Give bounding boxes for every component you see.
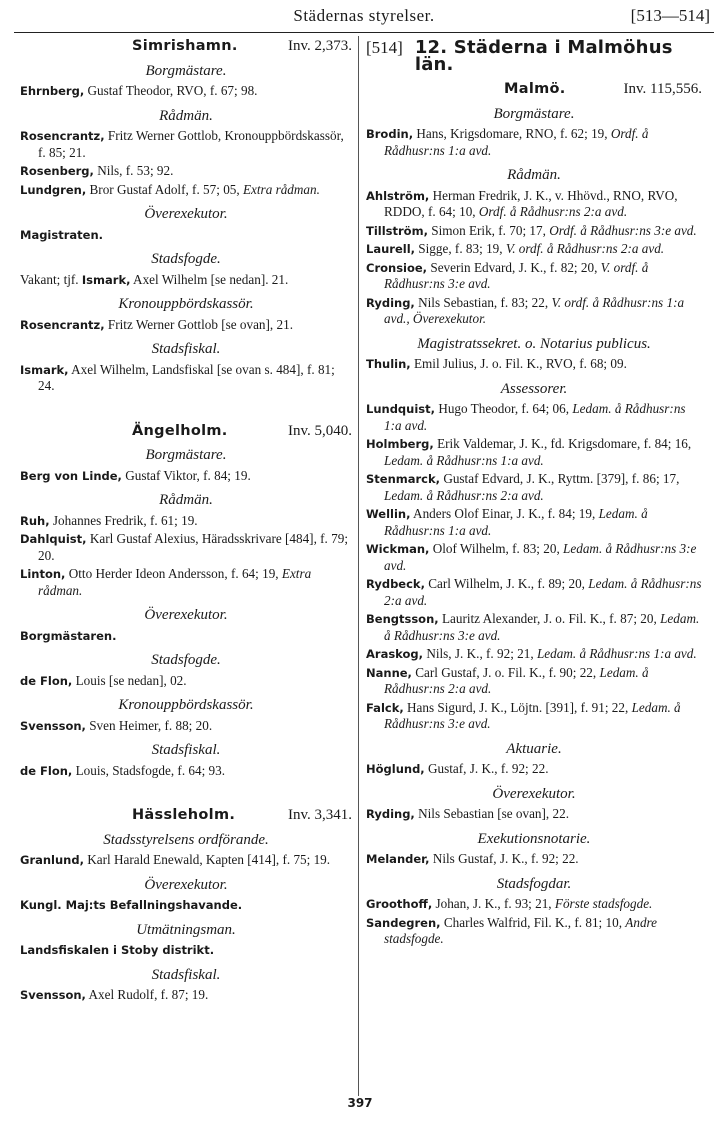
person-name: Thulin, [366,357,411,371]
person-duty: Ledam. å Rådhusr:ns 1:a avd. [384,452,544,468]
section-title: Rådmän. [159,492,213,508]
person-details: Gustaf, J. K., f. 92; 22. [427,761,549,776]
person-details: Fritz Werner Gottlob [se ovan], 21. [107,316,293,332]
person-details: Carl Wilhelm, J. K., f. 89; 20, [428,576,585,591]
person-entry [20,163,352,180]
person-name: Stenmarck, [366,472,441,486]
section-title: Aktuarie. [506,740,562,757]
person-details: Axel Wilhelm, Landsfiskal [se ovan s. 484], f. 81; 24. [38,361,335,393]
person-details: Charles Walfrid, Fil. K., f. 81; 10, [443,914,622,930]
person-entry [20,317,352,334]
person-duty: Ledam. å Rådhusr:ns 1:a avd. [536,646,697,661]
town-name: Malmö. [504,81,566,97]
person-duty: Ledam. å Rådhusr:ns 2:a avd. [384,576,702,608]
office-holder: Magistraten. [20,227,104,242]
person-duty: Ledam. å Rådhusr:ns 3:e avd. [384,699,681,731]
person-details: Nils Gustaf, J. K., f. 92; 22. [432,851,579,866]
person-details: Nils Sebastian, f. 83; 22, [418,294,549,310]
person-details: Simon Erik, f. 70; 17, [431,222,546,238]
running-title: Städernas styrelser. [293,6,435,25]
person-entry [366,611,702,644]
person-entry [366,223,702,240]
section-title: Magistratssekret. o. Notarius publicus. [417,335,651,352]
person-duty: Förste stadsfogde. [554,896,653,911]
chapter-title: 12. Städerna i Malmöhus län. [414,37,673,75]
person-name: Ryding, [366,295,415,310]
person-name: Linton, [20,567,66,581]
person-name: Höglund, [366,762,425,776]
section-title: Stadsfogde. [151,652,221,668]
person-name: Groothoff, [366,897,433,911]
chapter-page-ref: [514] [366,38,403,57]
person-duty: Ledam. å Rådhusr:ns 1:a avd. [384,506,648,538]
section-title: Stadsfiskal. [151,966,221,983]
person-entry [366,241,702,258]
person-entry [366,541,702,574]
person-entry [366,471,702,504]
person-entry [366,126,702,159]
person-entry [366,851,702,868]
person-name: Tillström, [366,223,428,238]
person-entry [20,513,352,530]
person-entry [20,673,352,690]
person-details: Nils Sebastian [se ovan], 22. [418,806,569,821]
person-duty: Ledam. å Rådhusr:ns 1:a avd. [384,401,686,433]
person-name: Wickman, [366,542,430,556]
person-details: Nils, J. K., f. 92; 21, [426,646,534,661]
person-entry [366,188,702,221]
person-entry [20,987,352,1004]
section-title: Stadsfogdar. [496,875,572,892]
town-inhabitants: Inv. 5,040. [287,422,352,439]
person-name: Rydbeck, [366,577,425,591]
person-entry [20,362,352,395]
person-details: Otto Herder Ideon Andersson, f. 64; 19, [68,566,279,581]
person-details: Herman Fredrik, J. K., v. Hhövd., RNO, RVO, RDDO, f. 64; 10, [384,187,678,219]
person-entry [366,896,702,913]
person-name: Holmberg, [366,437,434,451]
person-duty: Ordf. å Rådhusr:ns 3:e avd. [549,222,697,238]
person-entry [366,915,702,948]
section-title: Överexekutor. [144,607,228,623]
person-name: Ehrnberg, [20,84,85,98]
person-name: Lundquist, [366,402,436,416]
town-inhabitants: Inv. 115,556. [623,81,702,97]
person-duty: V. ordf. å Rådhusr:ns 1:a avd., Överexekutor. [384,294,685,326]
person-name: Ismark, [20,362,69,377]
person-name: Svensson, [20,718,86,733]
right-column [366,36,702,950]
town-heading [366,81,702,98]
person-details: Fritz Werner Gottlob, Kronouppbördskassör, f. 85; 21. [38,128,344,160]
person-name: Ismark, [81,272,131,287]
person-name: Cronsioe, [366,260,428,275]
running-header [14,4,714,33]
person-entry [20,763,352,780]
person-details: Gustaf Edvard, J. K., Ryttm. [379], f. 86; 17, [443,471,680,486]
person-name: Sandegren, [366,915,441,930]
person-duty: Ledam. å Rådhusr:ns 3:e avd. [384,541,697,573]
person-duty: Ledam. å Rådhusr:ns 2:a avd. [384,664,649,696]
person-details: Erik Valdemar, J. K., fd. Krigsdomare, f. 84; 16, [437,436,692,451]
person-duty: Ordf. å Rådhusr:ns 1:a avd. [384,126,649,158]
chapter-heading [366,37,702,75]
section-title: Rådmän. [507,167,561,183]
entry-lead: Vakant; tjf. [20,271,79,287]
town-heading [20,423,352,440]
person-details: Bror Gustaf Adolf, f. 57; 05, [89,181,240,197]
person-entry [366,646,702,663]
page-number: 397 [347,1096,373,1110]
person-entry [366,401,702,434]
town-name: Ängelholm. [132,422,228,439]
person-name: Laurell, [366,242,415,256]
person-name: de Flon, [20,763,73,778]
person-entry [20,83,352,100]
person-details: Karl Harald Enewald, Kapten [414], f. 75; 19. [87,852,331,867]
person-details: Carl Gustaf, J. o. Fil. K., f. 90; 22, [415,664,597,680]
person-entry [20,182,352,199]
section-title: Borgmästare. [493,105,575,122]
town-inhabitants: Inv. 2,373. [287,38,352,54]
section-title: Överexekutor. [144,206,228,222]
person-entry [366,806,702,823]
person-name: Ryding, [366,807,415,821]
person-name: Dahlquist, [20,532,87,546]
person-details: Johan, J. K., f. 93; 21, [435,896,552,911]
person-name: Rosenberg, [20,164,94,178]
person-name: Ahlström, [366,188,430,203]
town-name: Hässleholm. [132,807,236,823]
section-title: Överexekutor. [492,785,576,802]
section-title: Överexekutor. [144,876,228,893]
town-inhabitants: Inv. 3,341. [287,807,352,823]
office-holder: Borgmästaren. [20,628,117,643]
person-duty: Extra rådman. [242,181,320,197]
person-name: Rosencrantz, [20,129,105,143]
person-name: Granlund, [20,853,84,867]
person-details: Axel Rudolf, f. 87; 19. [88,987,209,1002]
person-duty: Extra rådman. [38,566,312,598]
person-details: Hugo Theodor, f. 64; 06, [438,401,570,416]
section-title: Stadsstyrelsens ordförande. [103,831,269,848]
section-title: Rådmän. [159,107,213,124]
person-duty: V. ordf. å Rådhusr:ns 2:a avd. [505,241,665,256]
person-entry [20,272,352,289]
person-details: Sven Heimer, f. 88; 20. [89,717,213,733]
person-details: Sigge, f. 83; 19, [418,241,503,256]
page-range: [513—514] [630,6,710,25]
person-details: Severin Edvard, J. K., f. 82; 20, [430,259,598,275]
person-details: Louis [se nedan], 02. [75,672,187,688]
person-details: Axel Wilhelm [se nedan]. 21. [133,271,289,287]
office-holder: Kungl. Maj:ts Befallningshavande. [20,898,243,912]
person-entry [366,295,702,328]
section-title: Utmätningsman. [136,921,236,938]
person-entry [20,852,352,869]
person-entry [366,700,702,733]
person-details: Anders Olof Einar, J. K., f. 84; 19, [413,506,596,521]
person-details: Gustaf Theodor, RVO, f. 67; 98. [87,83,258,98]
person-name: Falck, [366,700,404,715]
section-title: Assessorer. [500,380,568,397]
person-duty: Ordf. å Rådhusr:ns 2:a avd. [478,204,628,219]
person-name: de Flon, [20,673,73,688]
section-title: Stadsfiskal. [151,341,221,357]
person-name: Araskog, [366,647,424,661]
section-title: Kronouppbördskassör. [118,697,254,713]
person-details: Johannes Fredrik, f. 61; 19. [52,512,198,528]
person-details: Gustaf Viktor, f. 84; 19. [125,467,251,483]
person-details: Lauritz Alexander, J. o. Fil. K., f. 87; 20, [441,611,657,626]
person-details: Hans Sigurd, J. K., Löjtn. [391], f. 91; 22, [407,699,629,715]
section-title: Kronouppbördskassör. [118,296,254,312]
office-holder: Landsfiskalen i Stoby distrikt. [20,943,215,957]
person-duty: Ledam. å Rådhusr:ns 2:a avd. [384,487,544,503]
person-name: Svensson, [20,988,86,1002]
column-divider [358,36,359,1096]
person-name: Nanne, [366,665,412,680]
person-name: Brodin, [366,127,414,141]
person-name: Melander, [366,852,430,866]
person-entry [20,468,352,485]
person-details: Nils, f. 53; 92. [97,163,174,178]
person-entry [366,761,702,778]
section-title: Stadsfogde. [151,251,221,267]
person-entry [20,531,352,564]
section-title: Stadsfiskal. [151,742,221,758]
person-details: Louis, Stadsfogde, f. 64; 93. [75,762,226,778]
town-heading [20,807,352,824]
person-entry [20,566,352,599]
person-duty: Andre stadsfogde. [384,914,658,946]
person-name: Berg von Linde, [20,468,122,483]
person-details: Hans, Krigsdomare, RNO, f. 62; 19, [416,126,608,141]
person-details: Olof Wilhelm, f. 83; 20, [432,541,560,556]
person-entry [20,718,352,735]
person-name: Ruh, [20,513,50,528]
person-entry [366,665,702,698]
person-details: Emil Julius, J. o. Fil. K., RVO, f. 68; 09. [413,356,627,371]
town-heading [20,38,352,55]
person-entry [366,436,702,469]
person-name: Wellin, [366,507,411,521]
person-duty: V. ordf. å Rådhusr:ns 3:e avd. [384,259,649,291]
person-entry [366,576,702,609]
person-name: Lundgren, [20,182,87,197]
person-entry [20,128,352,161]
person-entry [366,356,702,373]
person-duty: Ledam. å Rådhusr:ns 3:e avd. [384,611,700,643]
left-column [20,36,352,1006]
person-entry [366,506,702,539]
town-officials [366,106,702,948]
section-title: Borgmästare. [145,447,227,463]
section-title: Exekutionsnotarie. [477,830,591,847]
person-entry [366,260,702,293]
person-name: Rosencrantz, [20,317,105,332]
section-title: Borgmästare. [145,62,227,79]
person-details: Karl Gustaf Alexius, Häradsskrivare [484], f. 79; 20. [38,531,348,563]
town-name: Simrishamn. [132,38,238,54]
person-name: Bengtsson, [366,612,439,626]
